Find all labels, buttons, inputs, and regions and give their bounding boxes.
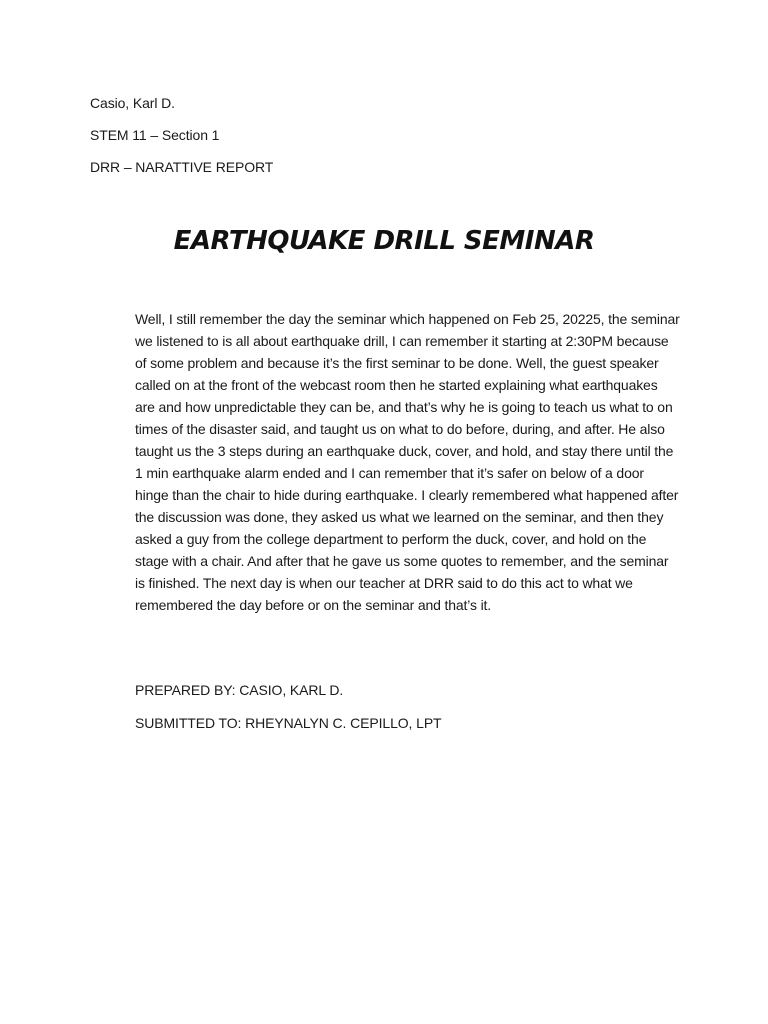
student-section: STEM 11 – Section 1 <box>90 127 220 143</box>
prepared-by-line: PREPARED BY: CASIO, KARL D. <box>135 682 344 698</box>
author-name: Casio, Karl D. <box>90 95 175 111</box>
report-type: DRR – NARATTIVE REPORT <box>90 159 274 175</box>
document-title: EARTHQUAKE DRILL SEMINAR <box>173 226 595 256</box>
body-paragraph: Well, I still remember the day the seminar which happened on Feb 25, 20225, the seminar we listened to is all about earthquake drill, I can remember it starting at 2:30PM because of some problem and because it’s the first seminar to be done. Well, the guest speaker called on at the front of the webcast room then he started explaining what earthquakes are and how unpredictable they can be, and that’s why he is going to teach us what to on times of the disaster said, and taught us on what to do before, during, and after. He also taught us the 3 steps during an earthquake duck, cover, and hold, and stay there until the 1 min earthquake alarm ended and I can remember that it’s safer on below of a door hinge than the chair to hide during earthquake. I clearly remembered what happened after the discussion was done, they asked us what we learned on the seminar, and then they asked a guy from the college department to perform the duck, cover, and hold on the stage with a chair. And after that he gave us some quotes to remember, and the seminar is finished. The next day is when our teacher at DRR said to do this act to what we remembered the day before or on the seminar and that’s it. <box>135 311 680 613</box>
submitted-to-line: SUBMITTED TO: RHEYNALYN C. CEPILLO, LPT <box>135 715 442 731</box>
